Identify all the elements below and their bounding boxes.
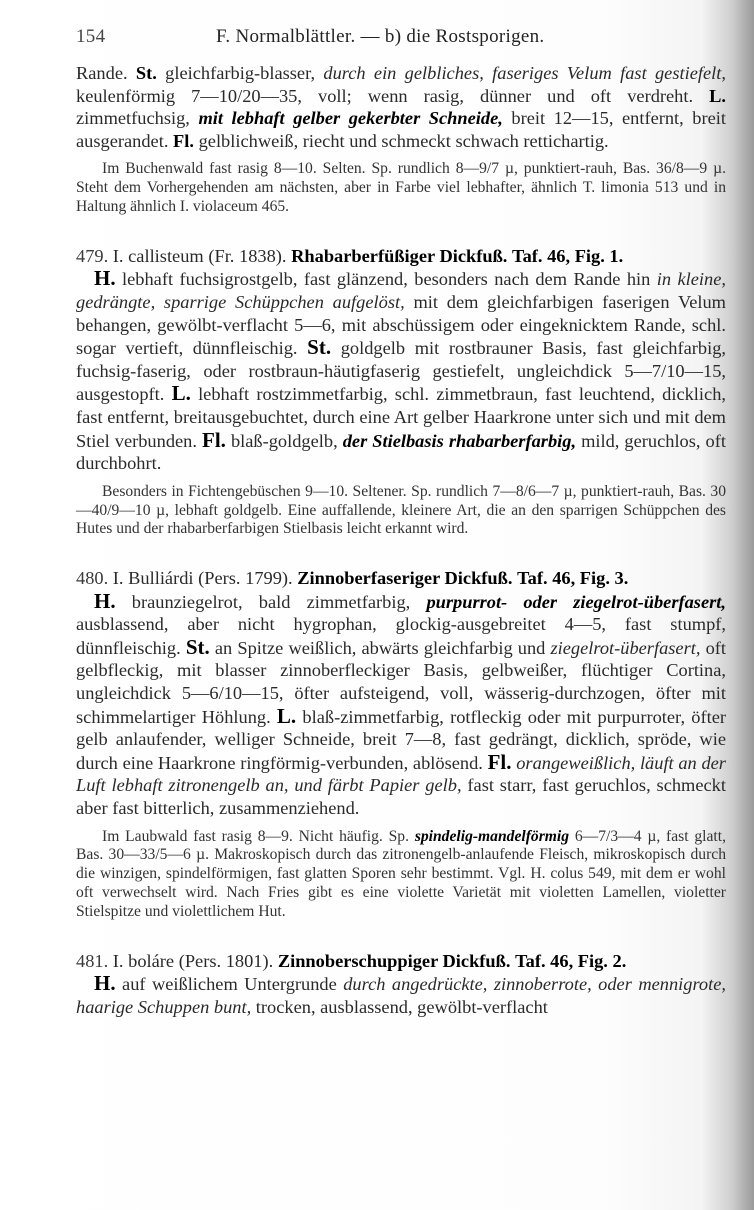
description-paragraph: H. auf weißlichem Untergrunde durch angedrückte, zinnoberrote, oder mennigrote, haarige Schuppen bunt, trocken, ausblassend, gewölbt-verflacht <box>76 971 726 1017</box>
description-paragraph: H. lebhaft fuchsigrostgelb, fast glänzend, besonders nach dem Rande hin in kleine, gedrängte, sparrige Schüppchen aufgelöst, mit dem gleichfarbigen faserigen Velum behangen, gewölbt-verflacht 5—6, mit abschüssigem oder eingeknicktem Rande, schl. sogar vertieft, dünnfleischig. St. goldgelb mit rostbrauner Basis, fast gleichfarbig, fuchsig-faserig, oder rostbraun-häutigfaserig gestiefelt, ungleichdick 5—7/10—15, ausgestopft. L. lebhaft rostzimmetfarbig, schl. zimmetbraun, fast leuchtend, dicklich, fast entfernt, breitausgebuchtet, durch eine Art gelber Haarkrone unter sich und mit dem Stiel verbunden. Fl. blaß-goldgelb, der Stielbasis rhabarberfarbig, mild, geruchlos, oft durchbohrt. <box>76 266 726 474</box>
habitat-note: Besonders in Fichtengebüschen 9—10. Seltener. Sp. rundlich 7—8/6—7 µ, punktiert-rauh, Bas. 30—40/9—10 µ, lebhaft goldgelb. Eine auffallende, kleinere Art, die an den sparrigen Schüppchen des Hutes und der rhabarberfarbigen Stielbasis leicht erkannt wird. <box>76 482 726 538</box>
running-title: F. Normalblättler. — b) die Rostsporigen. <box>216 26 545 47</box>
description-paragraph: H. braunziegelrot, bald zimmetfarbig, purpurrot- oder ziegelrot-überfasert, ausblassend, aber nicht hygrophan, glockig-ausgebreitet 4—5, fast stumpf, dünnfleischig. St. an Spitze weißlich, abwärts gleichfarbig und ziegelrot-überfasert, oft gelbfleckig, mit blasser zinnoberfleckiger Basis, gelbweißer, flüchtiger Cortina, ungleichdick 5—6/10—15, öfter aufsteigend, voll, wässerig-durchzogen, öfter mit schimmelartiger Höhlung. L. blaß-zimmetfarbig, rotfleckig oder mit purpurroter, öfter gelb anlaufender, welliger Schneide, breit 7—8, fast gedrängt, dicklich, spröde, wie durch eine Haarkrone ringförmig-verbunden, ablösend. Fl. orangeweißlich, läuft an der Luft lebhaft zitronengelb an, und färbt Papier gelb, fast starr, fast geruchlos, schmeckt aber fast bitterlich, zusammenziehend. <box>76 588 726 819</box>
running-header <box>76 18 726 52</box>
common-name: Zinnoberfaseriger Dickfuß. <box>297 568 513 589</box>
page-content <box>76 18 726 1018</box>
continued-entry <box>76 62 726 217</box>
common-name: Zinnoberschuppiger Dickfuß. <box>277 950 511 971</box>
page-number: 154 <box>76 26 106 47</box>
continued-paragraph: Rande. St. gleichfarbig-blasser, durch ein gelbliches, faseriges Velum fast gestiefelt, keulenförmig 7—10/20—35, voll; wenn rasig, dünner und oft verdreht. L. zimmetfuchsig, mit lebhaft gelber gekerbter Schneide, breit 12—15, entfernt, breit ausgerandet. Fl. gelblichweiß, riecht und schmeckt schwach rettichartig. <box>76 63 727 151</box>
plate-reference: Taf. 46, Fig. 2. <box>515 950 627 971</box>
common-name: Rhabarberfüßiger Dickfuß. <box>291 245 508 266</box>
entry-paragraph: 480. I. Bulliárdi (Pers. 1799). Zinnoberfaseriger Dickfuß. Taf. 46, Fig. 3. <box>76 568 629 589</box>
plate-reference: Taf. 46, Fig. 1. <box>512 245 624 266</box>
species-entry-480 <box>76 567 726 922</box>
habitat-note: Im Buchenwald fast rasig 8—10. Selten. Sp. rundlich 8—9/7 µ, punktiert-rauh, Bas. 36/8—9 µ. Steht dem Vorhergehenden am nächsten, aber in Farbe viel lebhafter, ähnlich T. limonia 513 und in Haltung ähnlich I. violaceum 465. <box>76 160 726 215</box>
habitat-note: Im Laubwald fast rasig 8—9. Nicht häufig. Sp. spindelig-mandelförmig 6—7/3—4 µ, fast glatt, Bas. 30—33/5—6 µ. Makroskopisch durch das zitronengelb-anlaufende Fleisch, mikroskopisch durch die winzigen, spindelförmigen, fast glatten Sporen sehr bestimmt. Vgl. H. colus 549, mit dem er wohl oft verwechselt wird. Nach Fries gibt es eine violette Varietät mit violetten Lamellen, violetter Stielspitze und violettlichem Hut. <box>76 827 726 920</box>
species-entry-479 <box>76 245 726 539</box>
species-entry-481 <box>76 950 726 1019</box>
plate-reference: Taf. 46, Fig. 3. <box>517 568 629 589</box>
entry-paragraph: 481. I. boláre (Pers. 1801). Zinnoberschuppiger Dickfuß. Taf. 46, Fig. 2. <box>76 950 627 971</box>
entry-paragraph: 479. I. callisteum (Fr. 1838). Rhabarberfüßiger Dickfuß. Taf. 46, Fig. 1. <box>76 245 624 266</box>
